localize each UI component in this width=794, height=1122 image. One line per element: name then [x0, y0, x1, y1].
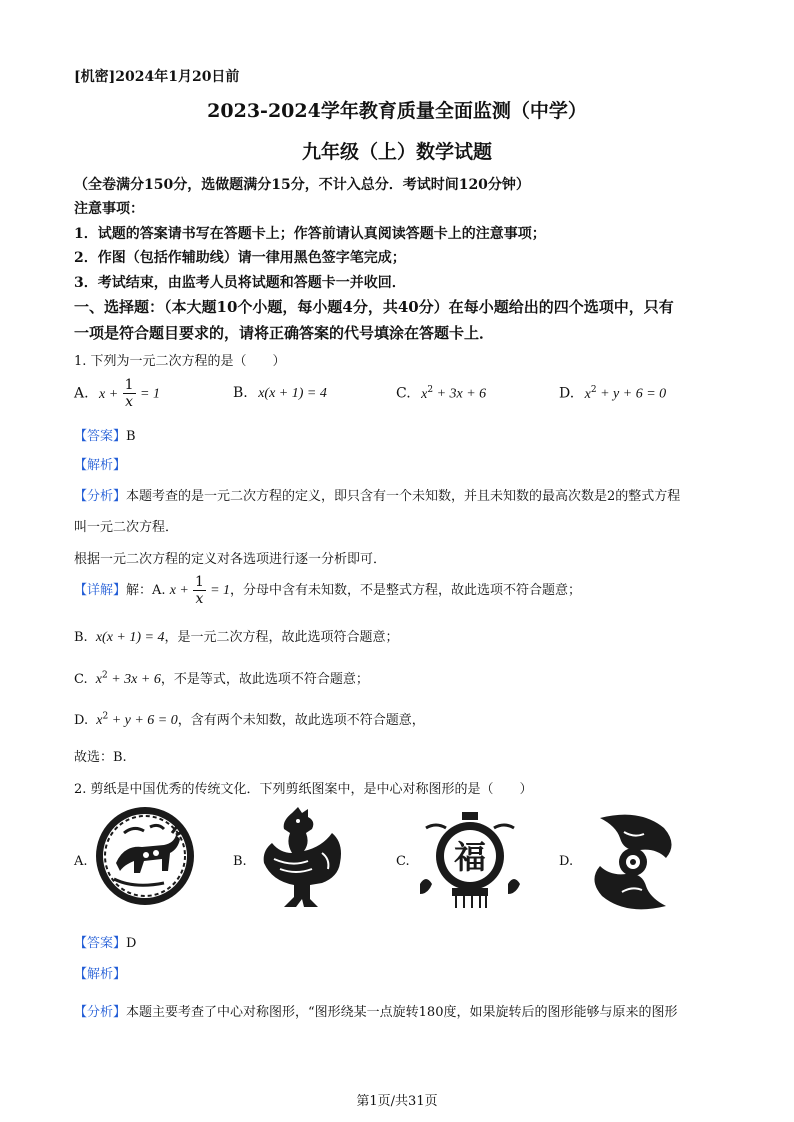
section-1-heading-line1: 一、选择题：（本大题10个小题，每小题4分，共40分）在每小题给出的四个选项中，只有 — [74, 298, 674, 316]
q1-xiangjie-b — [74, 626, 399, 646]
q1-option-b-label: B. — [233, 385, 248, 401]
q1-option-b — [233, 385, 327, 402]
q2-fenxi-line1 — [74, 1001, 677, 1020]
q1-option-d-pre: x — [584, 386, 591, 402]
exam-info: （全卷满分150分，选做题满分15分，不计入总分．考试时间120分钟） — [74, 177, 530, 193]
q1-option-d-exp: 2 — [590, 385, 597, 395]
q2-option-c-label: C. — [396, 854, 410, 869]
q1-xj-d-text: ，含有两个未知数，故此选项不符合题意， — [177, 713, 425, 728]
q1-option-a-post: = 1 — [140, 386, 160, 402]
note-item-3: 3．考试结束，由监考人员将试题和答题卡一并收回． — [74, 275, 406, 291]
q1-option-d — [559, 385, 666, 403]
papercut-lantern-image — [412, 808, 528, 912]
q2-fenxi-text-1: 本题主要考查了中心对称图形，“图形绕某一点旋转180度，如果旋转后的图形能够与原来的图形 — [126, 1005, 678, 1020]
papercut-ox-image — [94, 805, 196, 907]
q1-xiangjie-c — [74, 668, 369, 688]
q1-option-c-exp: 2 — [427, 385, 434, 395]
q1-fenxi-text-1: 本题考查的是一元二次方程的定义，即只含有一个未知数，并且未知数的最高次数是2的整式方程 — [126, 489, 681, 504]
q1-xj-a-post: = 1 — [210, 583, 231, 598]
q2-fenxi-tag: 【分析】 — [74, 1005, 127, 1020]
q1-xiangjie-pre: 解：A. — [126, 583, 166, 598]
q1-answer-value: B — [126, 429, 136, 444]
q1-xj-c-text: ，不是等式，故此选项不符合题意； — [160, 672, 369, 687]
q1-option-a — [74, 378, 160, 409]
q1-xj-d-pre: x — [96, 713, 103, 728]
q1-fenxi-line2: 叫一元二次方程． — [74, 520, 179, 535]
q1-option-a-denominator: x — [125, 394, 134, 410]
q1-jiexi-tag: 【解析】 — [74, 458, 127, 473]
q1-xj-c-pre: x — [95, 672, 102, 687]
q2-stem: 2. 剪纸是中国优秀的传统文化．下列剪纸图案中，是中心对称图形的是（ ） — [74, 782, 533, 797]
q1-xj-a-pre: x + — [169, 583, 189, 598]
q1-option-c-pre: x — [421, 386, 428, 402]
exam-subtitle: 九年级（上）数学试题 — [301, 141, 492, 163]
q1-option-a-numerator: 1 — [124, 377, 134, 393]
q2-answer-value: D — [126, 936, 137, 951]
q1-xiangjie-tag: 【详解】 — [74, 583, 127, 598]
page-number: 第1页/共31页 — [356, 1094, 438, 1109]
q1-xiangjie-a — [74, 575, 581, 606]
section-1-heading-line2: 一项是符合题目要求的，请将正确答案的代号填涂在答题卡上． — [74, 324, 495, 342]
q2-answer — [74, 932, 136, 951]
q1-xj-c-post: + 3x + 6 — [107, 672, 161, 687]
q1-xj-b-expr: x(x + 1) = 4 — [95, 630, 165, 645]
q1-option-c-post: + 3x + 6 — [433, 386, 487, 402]
q2-option-a-label: A. — [74, 854, 88, 869]
q1-option-b-expr: x(x + 1) = 4 — [258, 386, 327, 401]
q1-option-c — [396, 385, 486, 403]
q1-xj-b-label: B. — [74, 630, 88, 645]
q1-fenxi-line3: 根据一元二次方程的定义对各选项进行逐一分析即可． — [74, 552, 387, 567]
q1-answer — [74, 425, 136, 444]
q1-stem: 1. 下列为一元二次方程的是（ ） — [74, 354, 286, 369]
q1-xj-d-label: D. — [74, 713, 89, 728]
q1-fenxi-line1 — [74, 485, 680, 504]
q1-xj-a-denominator: x — [195, 591, 204, 607]
q1-option-d-post: + y + 6 = 0 — [596, 386, 667, 402]
papercut-flower-image — [580, 808, 686, 916]
exam-title: 2023-2024学年教育质量全面监测（中学） — [207, 100, 587, 122]
notes-heading: 注意事项： — [74, 201, 144, 217]
q1-option-d-label: D. — [559, 385, 575, 402]
q1-option-a-label: A. — [74, 385, 89, 402]
q1-xiangjie-d — [74, 709, 425, 729]
q1-xj-a-numerator: 1 — [195, 574, 204, 590]
q1-answer-tag: 【答案】 — [74, 429, 127, 444]
note-item-2: 2．作图（包括作辅助线）请一律用黑色签字笔完成； — [74, 250, 406, 266]
q1-xj-c-label: C. — [74, 672, 88, 687]
q2-option-d-label: D. — [559, 854, 574, 869]
q2-option-b-label: B. — [233, 854, 247, 869]
q2-answer-tag: 【答案】 — [74, 936, 127, 951]
q1-option-a-pre: x + — [99, 386, 119, 402]
q1-xj-b-text: ，是一元二次方程，故此选项符合题意； — [164, 630, 399, 645]
q1-xj-a-text: ，分母中含有未知数，不是整式方程，故此选项不符合题意； — [230, 583, 582, 598]
lantern-char: 福 — [453, 838, 487, 876]
q1-xj-c-exp: 2 — [101, 670, 108, 681]
q1-fenxi-tag: 【分析】 — [74, 489, 127, 504]
q1-conclusion: 故选：B. — [74, 750, 127, 765]
q1-xj-a-fraction — [193, 575, 206, 606]
confidential-note: [机密]2024年1月20日前 — [74, 69, 240, 85]
q1-xj-d-post: + y + 6 = 0 — [108, 713, 178, 728]
q1-option-a-fraction — [123, 378, 136, 409]
note-item-1: 1．试题的答案请书写在答题卡上；作答前请认真阅读答题卡上的注意事项； — [74, 226, 546, 242]
papercut-rooster-image — [252, 803, 350, 915]
q2-jiexi-tag: 【解析】 — [74, 967, 127, 982]
q1-option-c-label: C. — [396, 385, 411, 402]
q1-xj-d-exp: 2 — [102, 711, 109, 722]
